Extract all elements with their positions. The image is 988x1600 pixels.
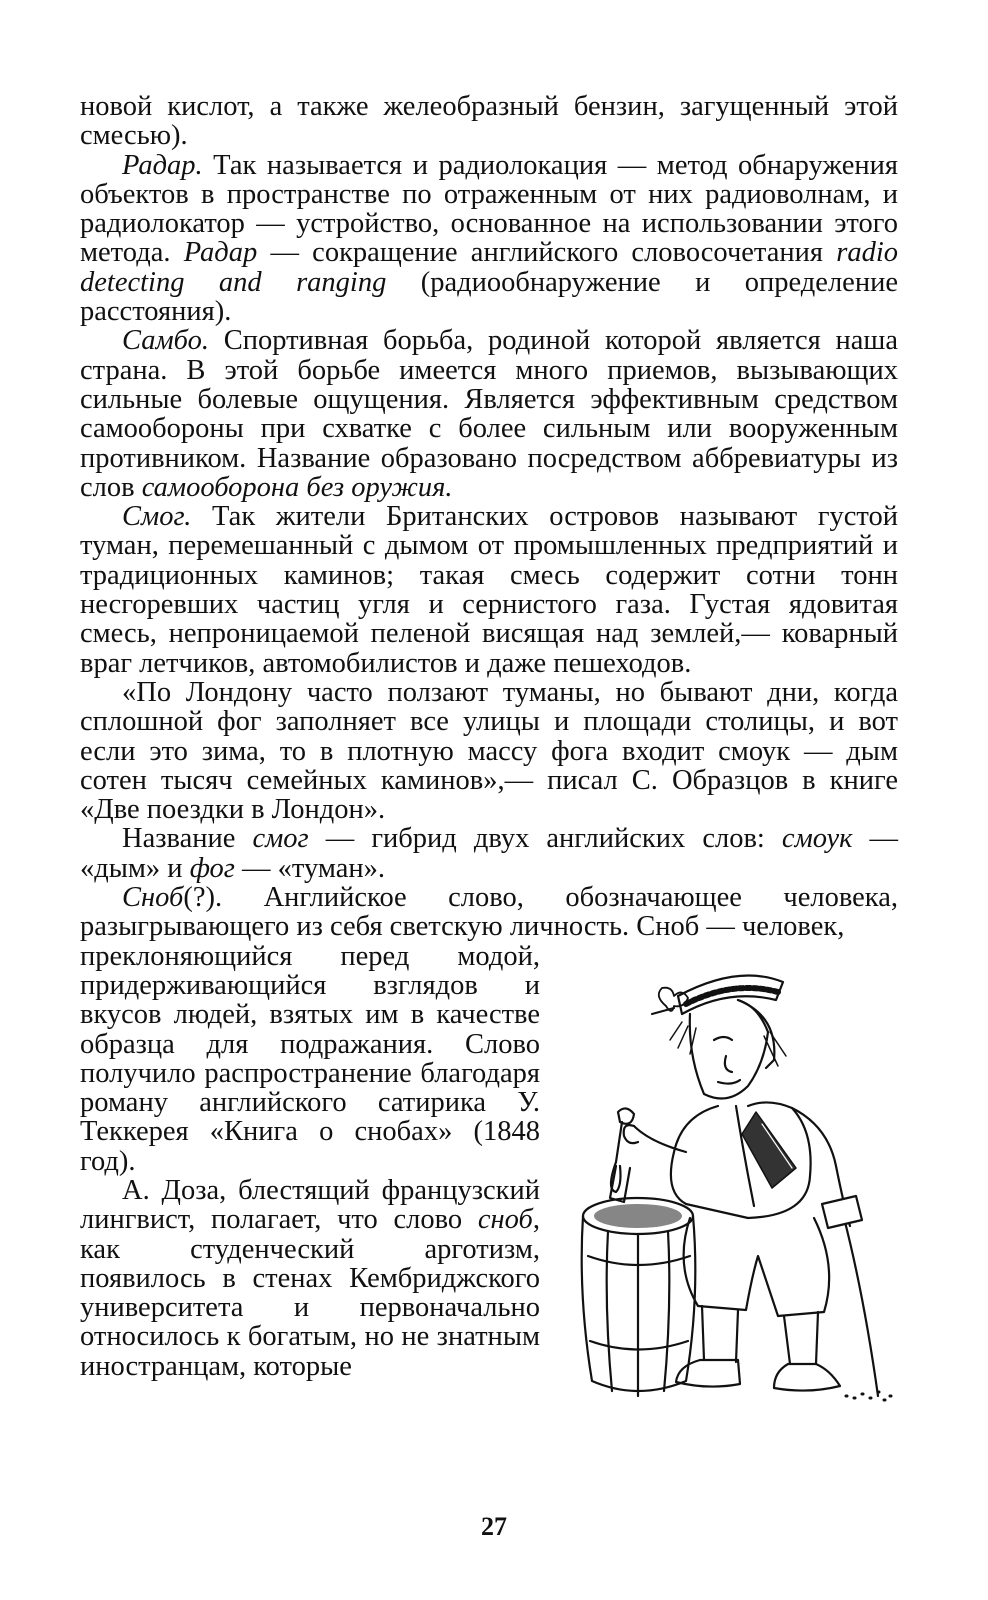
entry-text: Так называется и радиолокация — метод обнаружения объектов в пространстве по отраженным от них радиоволнам, и радиолокатор — устройство, основанное на использовании этого метода.: [80, 149, 898, 269]
smog-etymology: [80, 824, 898, 883]
entry-term: Самбо.: [122, 325, 209, 357]
snob-illustration: [578, 956, 898, 1411]
entry-sambo: [80, 326, 898, 502]
trousers-drawing: [684, 1218, 830, 1364]
word-italic: смоук: [781, 823, 853, 855]
entry-text: Так жители Британских островов называют густой туман, перемешанный с дымом от промышленных предприятий и традиционных каминов; такая смесь содержит сотни тонн несгоревших частиц угля и сернистого газа. Густая ядовитая смесь, непроницаемой пеленой висящая над землей,— коварный враг летчиков, автомобилистов и даже пешеходов.: [80, 501, 898, 679]
word-italic: фог: [189, 852, 235, 884]
entry-term: Радар.: [122, 149, 203, 181]
barrel-drawing: [582, 1198, 696, 1396]
text-with-illustration: [80, 942, 898, 1411]
paragraph-text: новой кислот, а также желеобразный бензин, загущенный этой смесью).: [80, 91, 898, 152]
paragraph-text: , как студенческий арготизм, появилось в стенах Кембриджского университета и первоначально относилось к богатым, но не знатным иностранцам, которые: [80, 1204, 540, 1382]
snob-caricature-drawing: [578, 956, 898, 1411]
arm-with-glass-drawing: [610, 1108, 686, 1202]
shoes-drawing: [676, 1360, 840, 1391]
entry-text: (радиообнаружение и определение расстояния).: [80, 266, 898, 328]
page-number: 27: [481, 1512, 507, 1541]
entry-term: Сноб: [122, 882, 184, 914]
abbreviation-phrase: самооборона без оружия.: [141, 471, 453, 503]
entry-text: Название: [122, 823, 253, 855]
entry-snob: [80, 883, 898, 942]
paragraph-text: А. Доза, блестящий французский лингвист, полагает, что слово: [80, 1174, 540, 1236]
entry-text: Спортивная борьба, родиной которой является наша страна. В этой борьбе имеется много приемов, вызывающих сильные болевые ощущения. Является эффективным средством самообороны при схватке с более сильным или вооруженным противником. Название образовано посредством аббревиатуры из слов: [80, 325, 898, 503]
quote-text: «По Лондону часто ползают туманы, но бывают дни, когда сплошной фог заполняет все улицы и площади столицы, и вот если это зима, то в плотную массу фога входит смоук — дым сотен тысяч семейных каминов»,— писал С. Образцов в книге «Две поездки в Лондон».: [80, 676, 898, 826]
wrapped-column: [80, 942, 540, 1381]
word-italic: смог: [252, 823, 309, 855]
boater-hat-drawing: [652, 975, 783, 1013]
entry-term: Смог.: [122, 501, 192, 533]
cane-drawing: [844, 1218, 878, 1396]
word-italic: сноб: [477, 1204, 533, 1236]
dauzat-paragraph: [80, 1176, 540, 1381]
face-drawing: [670, 1000, 786, 1099]
entry-text: (?). Английское слово, обозначающее человека, разыгрывающего из себя светскую личность. Сноб — человек,: [80, 882, 898, 943]
paragraph-text: преклоняющийся перед модой, придерживающийся взглядов и вкусов людей, взятых им в качестве образца для подражания. Слово получило распространение благодаря роману английского сатирика У. Теккерея «Книга о снобах» (1848 год).: [80, 940, 540, 1177]
page-body: [80, 92, 898, 1411]
snob-continuation: [80, 942, 540, 1176]
entry-text: — «туман».: [234, 852, 385, 884]
entry-smog: [80, 502, 898, 678]
entry-term-inline: Радар: [183, 237, 258, 269]
quote-paragraph: [80, 678, 898, 824]
entry-radar: [80, 151, 898, 327]
ground-dots-drawing: [846, 1392, 891, 1400]
paragraph-continuation: [80, 92, 898, 151]
entry-text: — гибрид двух английских слов:: [308, 823, 782, 855]
entry-text: — сокращение английского словосочетания: [257, 237, 837, 269]
english-phrase: radio detecting and ranging: [80, 237, 898, 298]
entry-text: — «дым» и: [80, 823, 898, 884]
